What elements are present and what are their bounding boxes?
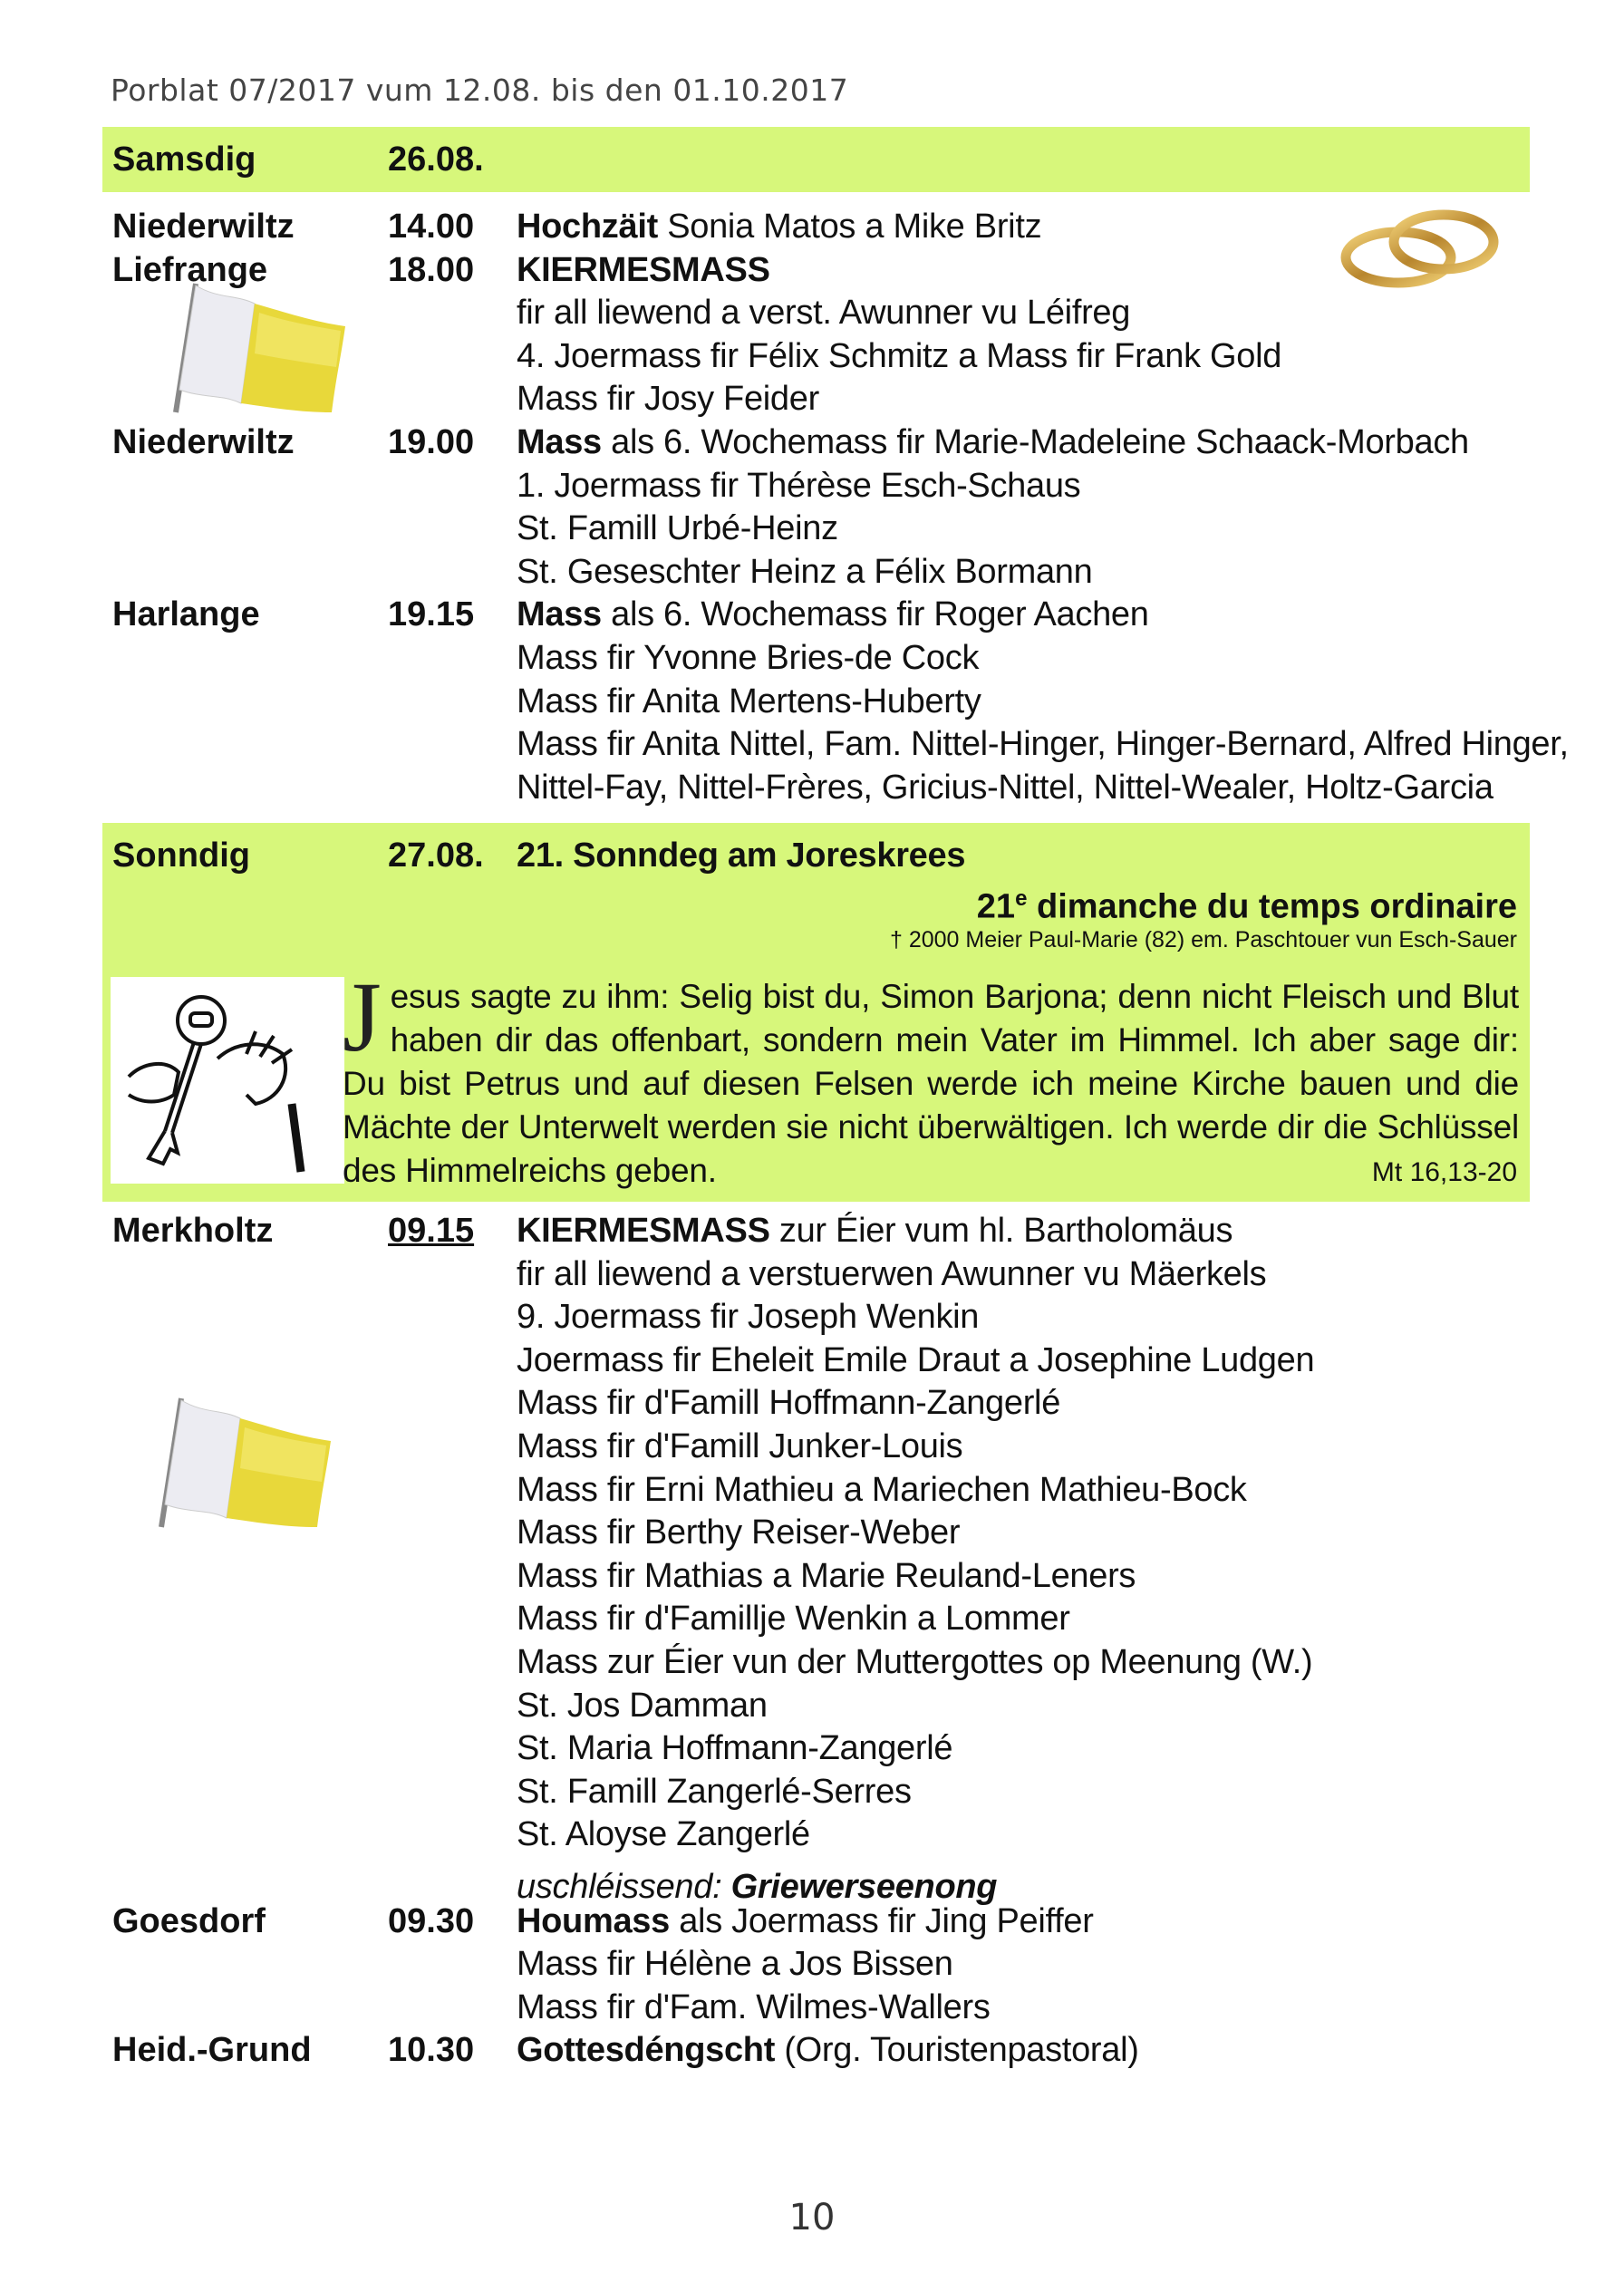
- service-description: [517, 1770, 912, 1813]
- service-description: [517, 205, 1041, 248]
- location: Liefrange: [112, 250, 268, 289]
- service-description: [517, 1339, 1314, 1382]
- service-detail: 4. Joermass fir Félix Schmitz a Mass fir Frank Gold: [517, 336, 1282, 375]
- service-description: [517, 680, 981, 723]
- service-description: [517, 1597, 1070, 1640]
- service-detail: (Org. Touristenpastoral): [775, 2031, 1139, 2070]
- fr-title-number: 21: [976, 887, 1016, 926]
- service-detail: Mass fir Mathias a Marie Reuland-Leners: [517, 1556, 1136, 1595]
- service-detail: St. Maria Hoffmann-Zangerlé: [517, 1729, 953, 1768]
- schedule-row: [0, 1554, 1624, 1598]
- service-type: KIERMESMASS: [517, 250, 770, 289]
- schedule-row: [0, 507, 1624, 550]
- gospel-body: esus sagte zu ihm: Selig bist du, Simon Barjona; denn nicht Fleisch und Blut haben dir das offenbart, sondern mein Vater im Himmel. Ich aber sage dir: Du bist Petrus und auf diesen Felsen werde ich meine Kirche bauen und die Mächte der Unterwelt werden sie nicht überwältigen. Ich werde dir die Schlüssel des Himmelreichs geben.: [343, 978, 1519, 1189]
- location: Heid.-Grund: [112, 2031, 312, 2070]
- fr-title-sup: e: [1015, 886, 1028, 911]
- schedule-row: [0, 722, 1624, 766]
- day-name: Sonndig: [112, 836, 250, 875]
- service-type: KIERMESMASS: [517, 1212, 770, 1250]
- service-description: [517, 291, 1130, 334]
- schedule-row: [0, 636, 1624, 680]
- schedule-row: [0, 1209, 1624, 1252]
- service-detail: Mass fir d'Famillje Wenkin a Lommer: [517, 1600, 1070, 1639]
- service-detail: fir all liewend a verstuerwen Awunner vu Mäerkels: [517, 1254, 1267, 1293]
- service-description: [517, 1726, 952, 1770]
- service-detail: Sonia Matos a Mike Britz: [657, 208, 1042, 246]
- schedule-row: [0, 1770, 1624, 1813]
- wedding-rings-icon: [1339, 201, 1503, 292]
- service-description: [517, 1986, 991, 2029]
- keys-illustration: [111, 977, 344, 1184]
- service-description: [517, 1942, 953, 1986]
- service-detail: St. Famill Zangerlé-Serres: [517, 1772, 912, 1811]
- service-detail: Mass fir d'Famill Hoffmann-Zangerlé: [517, 1384, 1061, 1423]
- schedule-row: [0, 421, 1624, 464]
- service-description: [517, 1381, 1060, 1425]
- service-type: Mass: [517, 423, 602, 461]
- service-detail: St. Jos Damman: [517, 1686, 768, 1725]
- time: 09.30: [388, 1901, 475, 1940]
- service-description: [517, 377, 819, 421]
- service-detail: Mass fir Yvonne Bries-de Cock: [517, 639, 980, 677]
- service-description: [517, 1468, 1247, 1512]
- service-detail: St. Famill Urbé-Heinz: [517, 509, 838, 548]
- time: 09.15: [388, 1212, 475, 1250]
- schedule-row: [0, 1726, 1624, 1770]
- after-note-bold: Griewerseenong: [730, 1868, 998, 1906]
- service-type: Hochzäit: [517, 208, 658, 246]
- service-description: [517, 2028, 1139, 2072]
- service-detail: St. Geseschter Heinz a Félix Bormann: [517, 552, 1093, 591]
- schedule-row: [0, 1597, 1624, 1640]
- gospel-dropcap: J: [343, 962, 382, 1072]
- service-description: [517, 507, 838, 550]
- service-description: [517, 248, 770, 292]
- after-note: [0, 1865, 1624, 1909]
- service-description: [517, 1684, 768, 1727]
- page-number: 10: [788, 2197, 836, 2238]
- service-detail: Nittel-Fay, Nittel-Frères, Gricius-Nittel, Nittel-Wealer, Holtz-Garcia: [517, 768, 1494, 807]
- obituary-note: † 2000 Meier Paul-Marie (82) em. Paschtouer vun Esch-Sauer: [890, 927, 1517, 952]
- service-description: [517, 1511, 960, 1554]
- schedule-row: [0, 550, 1624, 594]
- after-note-label: uschléissend:: [517, 1868, 731, 1906]
- schedule-row: [0, 1339, 1624, 1382]
- service-detail: Mass fir d'Fam. Wilmes-Wallers: [517, 1987, 991, 2026]
- time: 18.00: [388, 250, 475, 289]
- service-description: [517, 334, 1281, 378]
- time: 10.30: [388, 2031, 475, 2070]
- service-description: [517, 722, 1569, 766]
- schedule-row: [0, 1252, 1624, 1296]
- service-description: [517, 636, 979, 680]
- schedule-row: [0, 2028, 1624, 2072]
- service-detail: Mass fir Anita Mertens-Huberty: [517, 682, 981, 720]
- schedule-row: [0, 766, 1624, 809]
- liturgical-title-fr: [977, 877, 1517, 929]
- location: Goesdorf: [112, 1901, 266, 1940]
- service-description: [517, 1813, 810, 1856]
- service-detail: Mass fir Josy Feider: [517, 380, 819, 419]
- location: Merkholtz: [112, 1212, 274, 1250]
- service-detail: Mass zur Éier vun der Muttergottes op Meenung (W.): [517, 1643, 1313, 1681]
- schedule-row: [0, 1942, 1624, 1986]
- service-detail: 9. Joermass fir Joseph Wenkin: [517, 1298, 980, 1337]
- location: Niederwiltz: [112, 423, 295, 461]
- service-description: [517, 464, 1080, 508]
- service-description: [517, 1425, 962, 1468]
- service-detail: fir all liewend a verst. Awunner vu Léifreg: [517, 294, 1131, 333]
- schedule-row: [0, 1640, 1624, 1684]
- service-detail: 1. Joermass fir Thérèse Esch-Schaus: [517, 466, 1081, 505]
- service-detail: Mass fir Anita Nittel, Fam. Nittel-Hinger, Hinger-Bernard, Alfred Hinger,: [517, 725, 1569, 764]
- service-detail: als Joermass fir Jing Peiffer: [669, 1901, 1094, 1940]
- location: Harlange: [112, 595, 260, 634]
- service-detail: Mass fir Erni Mathieu a Mariechen Mathieu-Bock: [517, 1470, 1247, 1509]
- service-description: [517, 1252, 1266, 1296]
- service-detail: St. Aloyse Zangerlé: [517, 1815, 810, 1854]
- service-detail: als 6. Wochemass fir Roger Aachen: [601, 595, 1149, 634]
- service-description: [517, 1295, 979, 1339]
- schedule-row: [0, 1813, 1624, 1856]
- service-type: Gottesdéngscht: [517, 2031, 776, 2070]
- time: 19.00: [388, 423, 475, 461]
- location: Niederwiltz: [112, 208, 295, 246]
- schedule-row: [0, 593, 1624, 636]
- papal-flag-icon: [154, 1391, 335, 1541]
- service-detail: Mass fir Berthy Reiser-Weber: [517, 1513, 961, 1552]
- day-date: 26.08.: [388, 140, 484, 179]
- papal-flag-icon: [169, 276, 350, 426]
- schedule-row: [0, 1986, 1624, 2029]
- service-description: [517, 1640, 1312, 1684]
- service-detail: als 6. Wochemass fir Marie-Madeleine Schaack-Morbach: [601, 423, 1469, 461]
- day-header: [0, 138, 1624, 181]
- service-description: [517, 1209, 1232, 1252]
- service-description: [517, 766, 1494, 809]
- service-detail: Mass fir d'Famill Junker-Louis: [517, 1427, 963, 1465]
- time: 19.15: [388, 595, 475, 634]
- liturgical-title: 21. Sonndeg am Joreskrees: [517, 836, 966, 875]
- gospel-text: [343, 962, 1519, 1193]
- service-detail: Joermass fir Eheleit Emile Draut a Josephine Ludgen: [517, 1340, 1315, 1379]
- fr-title-text: dimanche du temps ordinaire: [1027, 887, 1517, 926]
- gospel-reference: Mt 16,13-20: [1371, 1157, 1517, 1187]
- day-name: Samsdig: [112, 140, 256, 179]
- service-type: Mass: [517, 595, 602, 634]
- schedule-row: [0, 680, 1624, 723]
- schedule-row: [0, 1295, 1624, 1339]
- time: 14.00: [388, 208, 475, 246]
- service-description: [517, 1554, 1136, 1598]
- schedule-row: [0, 1684, 1624, 1727]
- service-type: Houmass: [517, 1901, 670, 1940]
- day-date: 27.08.: [388, 836, 484, 875]
- service-detail: zur Éier vum hl. Bartholomäus: [769, 1212, 1233, 1250]
- service-description: [517, 421, 1469, 464]
- service-description: [517, 550, 1092, 594]
- service-description: [517, 593, 1149, 636]
- day2-header: [0, 834, 1624, 877]
- schedule-row: [0, 464, 1624, 508]
- page-header: Porblat 07/2017 vum 12.08. bis den 01.10.2017: [111, 73, 849, 108]
- service-detail: Mass fir Hélène a Jos Bissen: [517, 1945, 953, 1984]
